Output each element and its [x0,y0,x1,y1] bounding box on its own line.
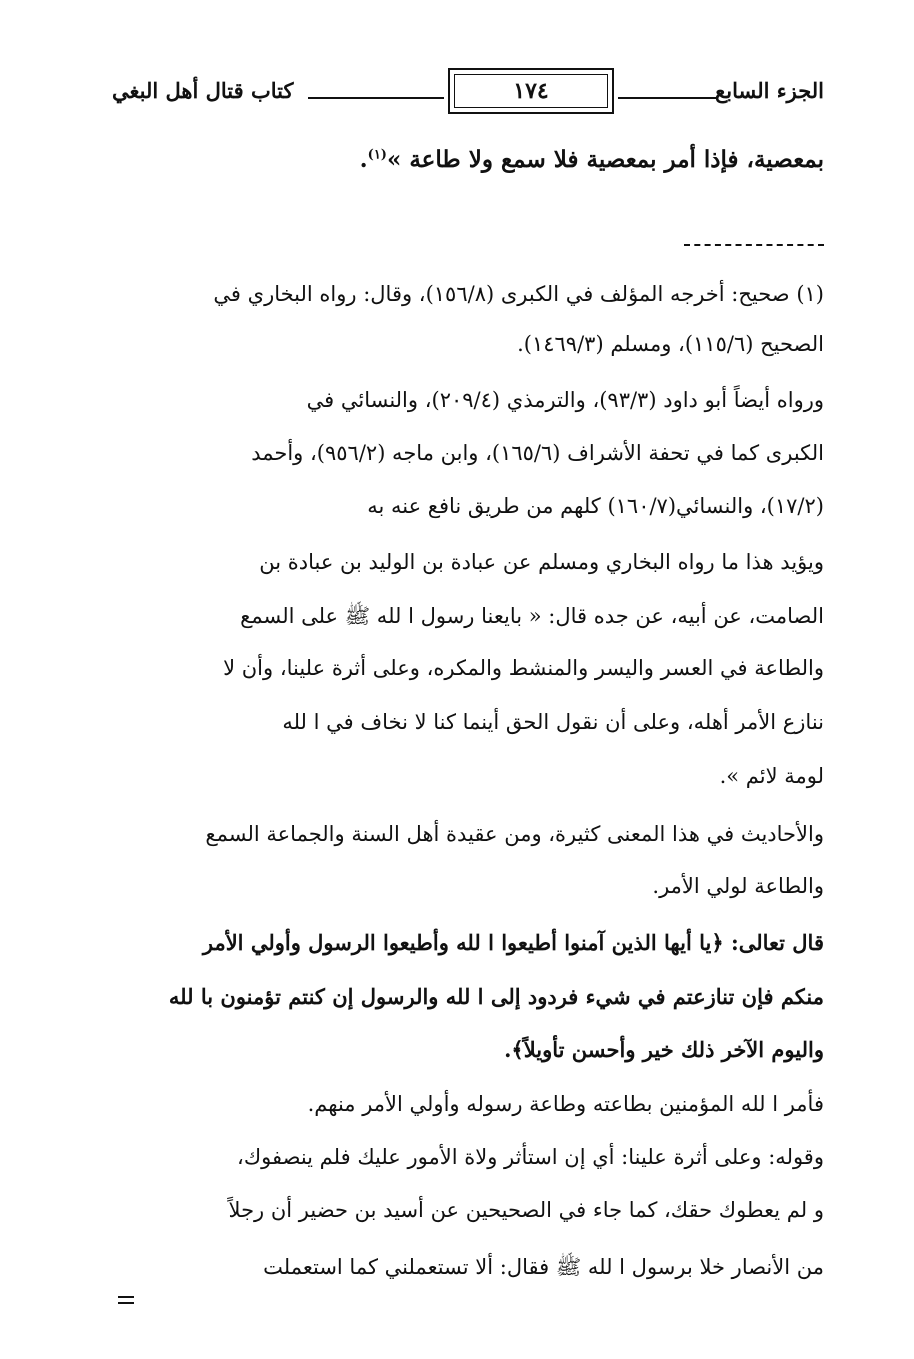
quran-line: واليوم الآخر ذلك خير وأحسن تأويلاً﴾. [504,1037,824,1062]
text-line: الصحيح (١١٥/٦)، ومسلم (١٤٦٩/٣). [517,332,824,356]
text-line: والأحاديث في هذا المعنى كثيرة، ومن عقيدة أهل السنة والجماعة السمع [205,822,824,846]
text-line: (١٧/٢)، والنسائي(١٦٠/٧) كلهم من طريق نافع عنه به [367,494,824,518]
header-rule-left [308,97,444,99]
page-number-box [448,68,614,114]
text-line: الصامت، عن أبيه، عن جده قال: « بايعنا رسول ا لله ﷺ على السمع [240,604,824,628]
text-line: لومة لائم ». [719,764,824,788]
text-line: من الأنصار خلا برسول ا لله ﷺ فقال: ألا تستعملني كما استعملت [263,1255,824,1279]
header-volume: الجزء السابع [715,78,824,103]
text-line: وقوله: وعلى أثرة علينا: أي إن استأثر ولاة الأمور عليك فلم ينصفوك، [237,1145,824,1169]
lead-text: بمعصية، فإذا أمر بمعصية فلا سمع ولا طاعة » [386,146,824,173]
quran-line: قال تعالى: ﴿يا أيها الذين آمنوا أطيعوا ا لله وأطيعوا الرسول وأولي الأمر [202,930,824,955]
header-rule-right [618,97,718,99]
lead-end: . [359,146,368,173]
lead-line [360,146,824,173]
page-number: ١٧٤ [454,74,608,108]
text-line: الكبرى كما في تحفة الأشراف (١٦٥/٦)، وابن ماجه (٩٥٦/٢)، وأحمد [251,441,824,465]
text-line: ننازع الأمر أهله، وعلى أن نقول الحق أينما كنا لا نخاف في ا لله [282,710,824,734]
footnote-divider [684,244,824,246]
text-line: و لم يعطوك حقك، كما جاء في الصحيحين عن أسيد بن حضير أن رجلاً [228,1198,824,1222]
header-book-title: كتاب قتال أهل البغي [112,78,294,103]
text-line: ورواه أيضاً أبو داود (٩٣/٣)، والترمذي (٢٠٩/٤)، والنسائي في [306,388,824,412]
footnote-ref: (١) [367,147,387,163]
continuation-mark [118,1296,134,1308]
running-header [112,68,824,116]
text-line: (١) صحيح: أخرجه المؤلف في الكبرى (١٥٦/٨)، وقال: رواه البخاري في [213,282,824,306]
text-line: والطاعة لولي الأمر. [652,874,824,898]
text-line: فأمر ا لله المؤمنين بطاعته وطاعة رسوله وأولي الأمر منهم. [307,1092,824,1116]
text-line: والطاعة في العسر واليسر والمنشط والمكره، وعلى أثرة علينا، وأن لا [223,656,824,680]
text-line: ويؤيد هذا ما رواه البخاري ومسلم عن عبادة بن الوليد بن عبادة بن [259,550,824,574]
quran-line: منكم فإن تنازعتم في شيء فردود إلى ا لله والرسول إن كنتم تؤمنون با لله [168,984,824,1009]
